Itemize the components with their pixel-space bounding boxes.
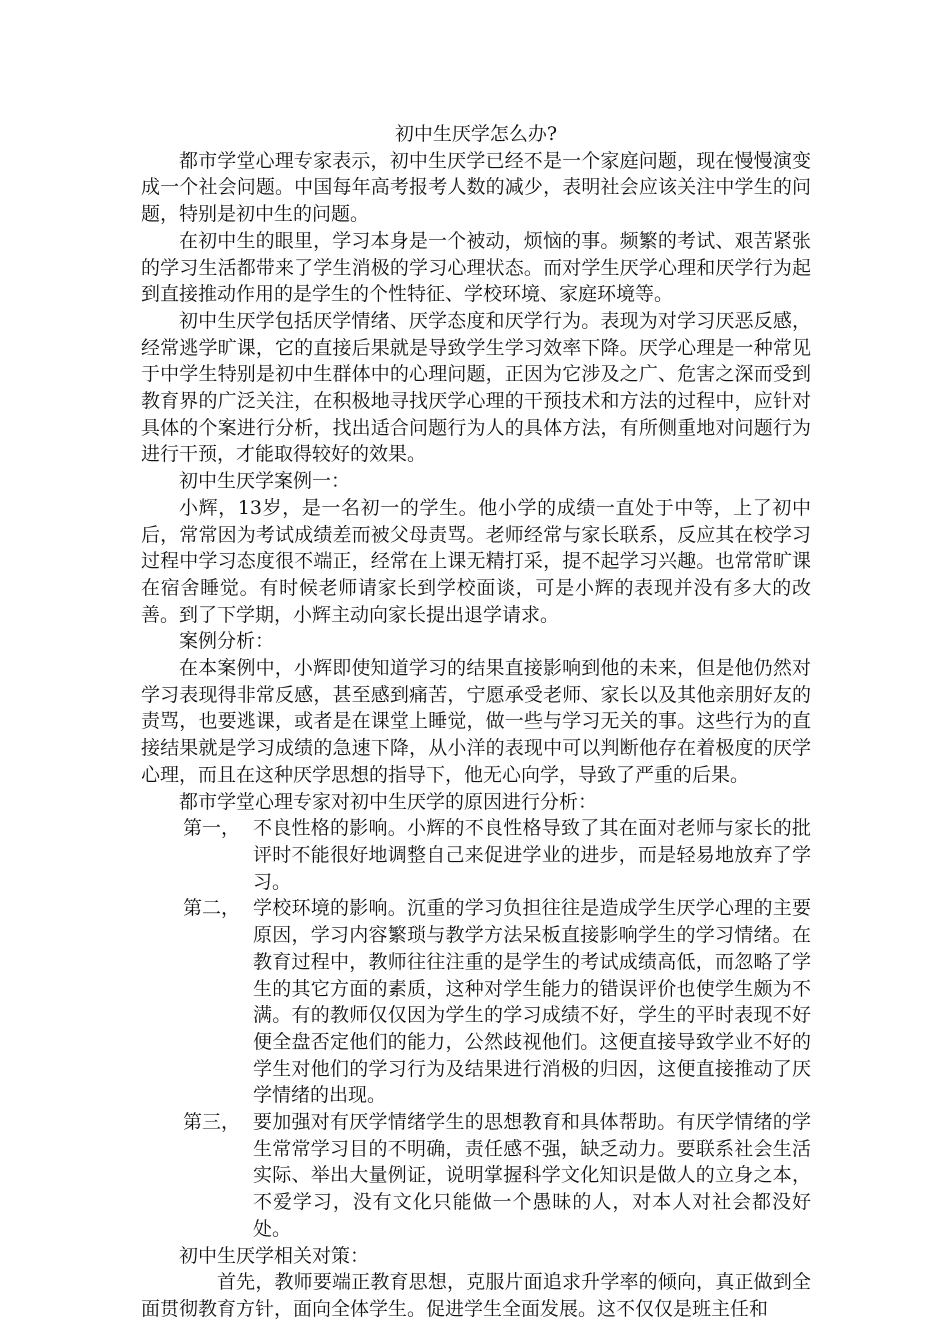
reason-label: 第一，	[183, 817, 241, 840]
reasons-intro: 都市学堂心理专家对初中生厌学的原因进行分析：	[179, 790, 598, 813]
reason-item	[183, 1109, 811, 1243]
paragraph-intro: 都市学堂心理专家表示，初中生厌学已经不是一个家庭问题，现在慢慢演变成一个社会问题。中国每年高考报考人数的减少，表明社会应该关注中学生的问题，特别是初中生的问题。	[141, 149, 811, 226]
paragraph-definition: 初中生厌学包括厌学情绪、厌学态度和厌学行为。表现为对学习厌恶反感，经常逃学旷课，它的直接后果就是导致学生学习效率下降。厌学心理是一种常见于中学生特别是初中生群体中的心理问题，正因为它涉及之广、危害之深而受到教育界的广泛关注，在积极地寻找厌学心理的干预技术和方法的过程中，应针对具体的个案进行分析，找出适合问题行为人的具体方法，有所侧重地对问题行为进行干预，才能取得较好的效果。	[141, 309, 811, 466]
countermeasures-heading: 初中生厌学相关对策：	[179, 1244, 370, 1267]
page-title: 初中生厌学怎么办?	[394, 123, 558, 145]
paragraph-student-view: 在初中生的眼里，学习本身是一个被动，烦恼的事。频繁的考试、艰苦紧张的学习生活都带来了学生消极的学习心理状态。而对学生厌学心理和厌学行为起到直接推动作用的是学生的个性特征、学校环境、家庭环境等。	[141, 229, 811, 306]
countermeasure-text: 首先，教师要端正教育思想，克服片面追求升学率的倾向，真正做到全面贯彻教育方针，面向全体学生。促进学生全面发展。这不仅仅是班主任和	[141, 1271, 811, 1320]
reason-item	[183, 815, 811, 895]
analysis-text: 在本案例中，小辉即使知道学习的结果直接影响到他的未来，但是他仍然对学习表现得非常反感，甚至感到痛苦，宁愿承受老师、家长以及其他亲朋好友的责骂，也要逃课，或者是在课堂上睡觉，做一些与学习无关的事。这些行为的直接结果就是学习成绩的急速下降，从小洋的表现中可以判断他存在着极度的厌学心理，而且在这种厌学思想的指导下，他无心向学，导致了严重的后果。	[141, 657, 811, 786]
analysis-heading: 案例分析：	[179, 630, 275, 653]
document-body	[141, 121, 811, 1323]
reason-text: 要加强对有厌学情绪学生的思想教育和具体帮助。有厌学情绪的学生常常学习目的不明确，责任感不强，缺乏动力。要联系社会生活实际、举出大量例证，说明掌握科学文化知识是做人的立身之本，不爱学习，没有文化只能做一个愚昧的人，对本人对社会都没好处。	[253, 1111, 811, 1240]
case-text: 小辉，13岁，是一名初一的学生。他小学的成绩一直处于中等，上了初中后，常常因为考试成绩差而被父母责骂。老师经常与家长联系，反应其在校学习过程中学习态度很不端正，经常在上课无精打采，提不起学习兴趣。也常常旷课在宿舍睡觉。有时候老师请家长到学校面谈，可是小辉的表现并没有多大的改善。到了下学期，小辉主动向家长提出退学请求。	[141, 496, 811, 626]
reason-label: 第二，	[183, 897, 241, 920]
case-heading: 初中生厌学案例一：	[179, 470, 351, 493]
reason-label: 第三，	[183, 1111, 241, 1134]
reason-item	[183, 895, 811, 1109]
reason-text: 学校环境的影响。沉重的学习负担往往是造成学生厌学心理的主要原因，学习内容繁琐与教学方法呆板直接影响学生的学习情绪。在教育过程中，教师往往注重的是学生的考试成绩高低，而忽略了学生的其它方面的素质，这种对学生能力的错误评价也使学生颇为不满。有的教师仅仅因为学生的学习成绩不好，学生的平时表现不好便全盘否定他们的能力，公然歧视他们。这便直接导致学业不好的学生对他们的学习行为及结果进行消极的归因，这便直接推动了厌学情绪的出现。	[253, 897, 811, 1107]
reason-text: 不良性格的影响。小辉的不良性格导致了其在面对老师与家长的批评时不能很好地调整自己来促进学业的进步，而是轻易地放弃了学习。	[253, 817, 811, 893]
